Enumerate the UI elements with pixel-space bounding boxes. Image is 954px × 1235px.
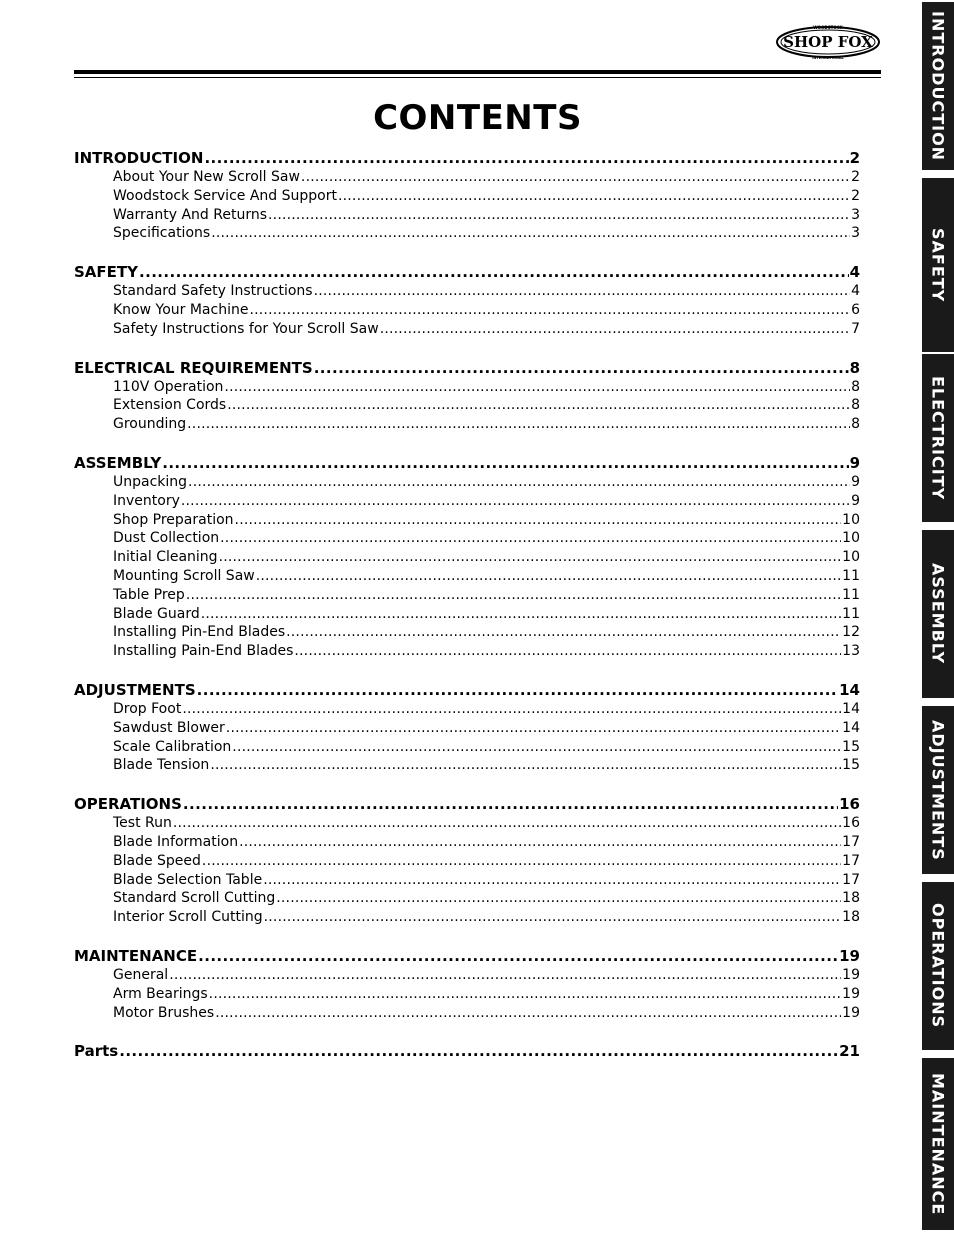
toc-entry[interactable] bbox=[74, 700, 860, 719]
toc-page-number: 14 bbox=[839, 680, 860, 699]
toc-entry-label: Standard Safety Instructions bbox=[113, 283, 313, 300]
toc-leader bbox=[338, 187, 850, 206]
toc-entry[interactable] bbox=[74, 224, 860, 243]
toc-page-number: 11 bbox=[842, 586, 860, 603]
toc-leader bbox=[286, 623, 841, 642]
toc-entry-label: Mounting Scroll Saw bbox=[113, 567, 255, 584]
toc-entry-label: Installing Pin-End Blades bbox=[113, 624, 286, 641]
toc-leader bbox=[235, 511, 842, 530]
toc-entry[interactable] bbox=[74, 301, 860, 320]
toc-entry[interactable] bbox=[74, 1004, 860, 1023]
toc-entry[interactable] bbox=[74, 908, 860, 927]
toc-section bbox=[74, 795, 860, 927]
toc-entry[interactable] bbox=[74, 415, 860, 434]
toc-entry[interactable] bbox=[74, 206, 860, 225]
toc-section bbox=[74, 149, 860, 243]
toc-entry[interactable] bbox=[74, 168, 860, 187]
toc-page-number: 3 bbox=[851, 225, 860, 242]
side-tab-introduction[interactable] bbox=[922, 2, 954, 170]
toc-entry[interactable] bbox=[74, 719, 860, 738]
toc-leader bbox=[314, 282, 850, 301]
toc-page-number: 19 bbox=[842, 985, 860, 1002]
toc-leader bbox=[139, 263, 849, 282]
toc-page-number: 12 bbox=[842, 624, 860, 641]
toc-page-number: 14 bbox=[842, 719, 860, 736]
toc-entry-label: Interior Scroll Cutting bbox=[113, 909, 263, 926]
toc-entry-label: General bbox=[113, 966, 169, 983]
toc-entry[interactable] bbox=[74, 623, 860, 642]
toc-entry-label: Scale Calibration bbox=[113, 738, 232, 755]
toc-page-number: 8 bbox=[849, 358, 860, 377]
toc-entry-label: Extension Cords bbox=[113, 397, 227, 414]
toc-entry-label: Standard Scroll Cutting bbox=[113, 890, 276, 907]
toc-section-label: INTRODUCTION bbox=[74, 149, 204, 167]
toc-page-number: 19 bbox=[842, 1004, 860, 1021]
toc-entry-label: Inventory bbox=[113, 492, 180, 509]
toc-entry[interactable] bbox=[74, 605, 860, 624]
toc-page-number: 6 bbox=[851, 301, 860, 318]
toc-entry-label: Shop Preparation bbox=[113, 511, 234, 528]
toc-section bbox=[74, 263, 860, 338]
toc-section bbox=[74, 947, 860, 1022]
header-rule-thin bbox=[74, 77, 881, 78]
toc-section-label: OPERATIONS bbox=[74, 795, 182, 814]
toc-entry-label: Motor Brushes bbox=[113, 1004, 215, 1021]
toc-leader bbox=[211, 224, 850, 243]
toc-page-number: 16 bbox=[842, 815, 860, 832]
toc-page-number: 17 bbox=[842, 833, 860, 850]
toc-page-number: 10 bbox=[842, 549, 860, 566]
toc-entry[interactable] bbox=[74, 320, 860, 339]
toc-leader bbox=[224, 378, 850, 397]
toc-page-number: 10 bbox=[842, 530, 860, 547]
toc-leader bbox=[201, 605, 841, 624]
toc-section-heading[interactable] bbox=[74, 795, 860, 814]
toc-entry-label: Blade Tension bbox=[113, 757, 210, 774]
toc-entry-label: Warranty And Returns bbox=[113, 206, 268, 223]
toc-entry-label: Blade Guard bbox=[113, 605, 200, 622]
toc-entry-label: Specifications bbox=[113, 225, 211, 242]
toc-section bbox=[74, 1042, 860, 1061]
toc-page-number: 9 bbox=[851, 492, 860, 509]
toc-leader bbox=[256, 567, 841, 586]
toc-entry-label: Woodstock Service And Support bbox=[113, 187, 337, 204]
logo-text: SHOP FOX bbox=[783, 33, 873, 51]
toc-entry-label: Test Run bbox=[113, 815, 172, 832]
toc-entry[interactable] bbox=[74, 567, 860, 586]
toc-entry[interactable] bbox=[74, 871, 860, 890]
logo-top-text: WOODSTOCK bbox=[813, 25, 843, 30]
toc-entry-label: Unpacking bbox=[113, 473, 188, 490]
toc-page-number: 2 bbox=[851, 187, 860, 204]
toc-leader bbox=[276, 889, 841, 908]
toc-section-label: SAFETY bbox=[74, 263, 138, 282]
toc-entry[interactable] bbox=[74, 642, 860, 661]
toc-page-number: 19 bbox=[839, 946, 860, 965]
toc-entry[interactable] bbox=[74, 548, 860, 567]
toc-page-number: 13 bbox=[842, 643, 860, 660]
toc-page-number: 8 bbox=[851, 416, 860, 433]
toc-page-number: 14 bbox=[842, 700, 860, 717]
toc-leader bbox=[227, 396, 850, 415]
toc-entry-label: About Your New Scroll Saw bbox=[113, 169, 300, 185]
side-tab-label: SAFETY bbox=[928, 227, 948, 303]
toc-page-number: 15 bbox=[842, 738, 860, 755]
side-tab-label: MAINTENANCE bbox=[928, 1072, 948, 1216]
toc-entry[interactable] bbox=[74, 187, 860, 206]
toc-leader bbox=[173, 814, 841, 833]
toc-entry-label: Know Your Machine bbox=[113, 301, 249, 318]
toc-leader bbox=[181, 492, 850, 511]
toc-section-heading[interactable] bbox=[74, 263, 860, 282]
side-tab-electricity[interactable] bbox=[922, 354, 954, 522]
toc-page-number: 15 bbox=[842, 757, 860, 774]
toc-leader bbox=[186, 586, 841, 605]
toc-leader bbox=[162, 454, 848, 473]
toc-page-number: 19 bbox=[842, 966, 860, 983]
toc-page-number: 2 bbox=[849, 149, 860, 167]
toc-page-number: 11 bbox=[842, 605, 860, 622]
toc-entry-label: Drop Foot bbox=[113, 700, 182, 717]
toc-section-label: ELECTRICAL REQUIREMENTS bbox=[74, 358, 313, 377]
toc-entry[interactable] bbox=[74, 985, 860, 1004]
page-title: CONTENTS bbox=[373, 98, 582, 138]
toc-entry[interactable] bbox=[74, 473, 860, 492]
side-tab-label: INTRODUCTION bbox=[928, 10, 948, 162]
toc-leader bbox=[294, 642, 841, 661]
toc-entry[interactable] bbox=[74, 966, 860, 985]
toc-entry[interactable] bbox=[74, 756, 860, 775]
side-tab-label: OPERATIONS bbox=[928, 903, 948, 1029]
toc-page-number: 10 bbox=[842, 511, 860, 528]
toc-entry[interactable] bbox=[74, 492, 860, 511]
toc-section-label: Parts bbox=[74, 1042, 119, 1061]
toc-entry-label: Safety Instructions for Your Scroll Saw bbox=[113, 320, 379, 337]
toc-leader bbox=[209, 985, 842, 1004]
toc-section-label: ADJUSTMENTS bbox=[74, 680, 196, 699]
toc-entry[interactable] bbox=[74, 852, 860, 871]
toc-entry[interactable] bbox=[74, 586, 860, 605]
toc-entry-label: Grounding bbox=[113, 416, 187, 433]
toc-entry-label: Arm Bearings bbox=[113, 985, 208, 1002]
toc-page-number: 17 bbox=[842, 871, 860, 888]
toc-leader bbox=[380, 320, 850, 339]
toc-page-number: 21 bbox=[839, 1042, 860, 1061]
toc-page-number: 2 bbox=[851, 169, 860, 185]
toc-leader bbox=[204, 149, 848, 168]
header-rule bbox=[74, 70, 881, 74]
toc-entry-label: Installing Pain-End Blades bbox=[113, 643, 294, 660]
side-tab-assembly[interactable] bbox=[922, 530, 954, 698]
toc-section-heading[interactable] bbox=[74, 681, 860, 700]
side-tab-adjustments[interactable] bbox=[922, 706, 954, 874]
toc-leader bbox=[226, 719, 841, 738]
toc-leader bbox=[198, 947, 838, 966]
toc-page-number: 7 bbox=[851, 320, 860, 337]
toc-entry[interactable] bbox=[74, 833, 860, 852]
toc-page-number: 17 bbox=[842, 852, 860, 869]
side-tab-label: ASSEMBLY bbox=[928, 563, 948, 665]
toc-leader bbox=[220, 529, 841, 548]
side-tab-safety[interactable] bbox=[922, 178, 954, 352]
toc-entry-label: Dust Collection bbox=[113, 530, 220, 547]
toc-page-number: 4 bbox=[851, 283, 860, 300]
side-tab-maintenance[interactable] bbox=[922, 1058, 954, 1230]
toc-entry-label: Table Prep bbox=[113, 586, 185, 603]
toc-leader bbox=[232, 738, 841, 757]
toc-leader bbox=[119, 1042, 838, 1061]
toc-entry-label: Blade Information bbox=[113, 833, 239, 850]
toc-page-number: 8 bbox=[851, 397, 860, 414]
toc-entry-label: Blade Speed bbox=[113, 852, 201, 869]
toc-leader bbox=[249, 301, 850, 320]
toc-entry[interactable] bbox=[74, 738, 860, 757]
toc-leader bbox=[210, 756, 841, 775]
toc-entry-label: Sawdust Blower bbox=[113, 719, 225, 736]
toc-section bbox=[74, 359, 860, 434]
toc-leader bbox=[183, 795, 838, 814]
toc-entry-label: Blade Selection Table bbox=[113, 871, 263, 888]
toc-section-heading[interactable] bbox=[74, 454, 860, 473]
toc-page-number: 18 bbox=[842, 890, 860, 907]
toc-section bbox=[74, 681, 860, 775]
toc-page-number: 16 bbox=[839, 795, 860, 814]
toc-section-label: MAINTENANCE bbox=[74, 946, 198, 965]
shop-fox-logo bbox=[775, 22, 881, 62]
toc-leader bbox=[188, 473, 850, 492]
toc-page-number: 9 bbox=[851, 473, 860, 490]
toc-page-number: 8 bbox=[851, 378, 860, 395]
toc-section bbox=[74, 454, 860, 661]
toc-section-heading[interactable] bbox=[74, 359, 860, 378]
toc-leader bbox=[182, 700, 841, 719]
side-tab-operations[interactable] bbox=[922, 882, 954, 1050]
logo-bottom-text: INTERNATIONAL bbox=[812, 56, 844, 60]
toc-leader bbox=[314, 359, 849, 378]
toc-leader bbox=[268, 206, 850, 225]
toc-entry[interactable] bbox=[74, 529, 860, 548]
toc-page-number: 4 bbox=[849, 263, 860, 282]
toc-leader bbox=[169, 966, 841, 985]
toc-entry[interactable] bbox=[74, 396, 860, 415]
toc-page-number: 3 bbox=[851, 206, 860, 223]
toc-section-heading[interactable] bbox=[74, 1042, 860, 1061]
side-tab-label: ELECTRICITY bbox=[928, 375, 948, 501]
toc-entry[interactable] bbox=[74, 889, 860, 908]
table-of-contents bbox=[74, 149, 860, 1081]
section-tabs bbox=[922, 0, 954, 1235]
toc-leader bbox=[215, 1004, 841, 1023]
toc-leader bbox=[301, 168, 850, 187]
toc-leader bbox=[263, 871, 841, 890]
toc-entry[interactable] bbox=[74, 378, 860, 397]
toc-leader bbox=[187, 415, 850, 434]
toc-section-label: ASSEMBLY bbox=[74, 453, 162, 472]
toc-entry-label: 110V Operation bbox=[113, 378, 224, 395]
toc-page-number: 18 bbox=[842, 909, 860, 926]
toc-leader bbox=[197, 681, 839, 700]
toc-leader bbox=[219, 548, 842, 567]
toc-leader bbox=[264, 908, 842, 927]
toc-page-number: 9 bbox=[849, 453, 860, 472]
side-tab-label: ADJUSTMENTS bbox=[928, 719, 948, 861]
toc-leader bbox=[202, 852, 841, 871]
toc-page-number: 11 bbox=[842, 567, 860, 584]
toc-entry[interactable] bbox=[74, 511, 860, 530]
toc-section-heading[interactable] bbox=[74, 149, 860, 168]
toc-entry-label: Initial Cleaning bbox=[113, 549, 218, 566]
toc-entry[interactable] bbox=[74, 814, 860, 833]
toc-section-heading[interactable] bbox=[74, 947, 860, 966]
toc-entry[interactable] bbox=[74, 282, 860, 301]
toc-leader bbox=[239, 833, 841, 852]
